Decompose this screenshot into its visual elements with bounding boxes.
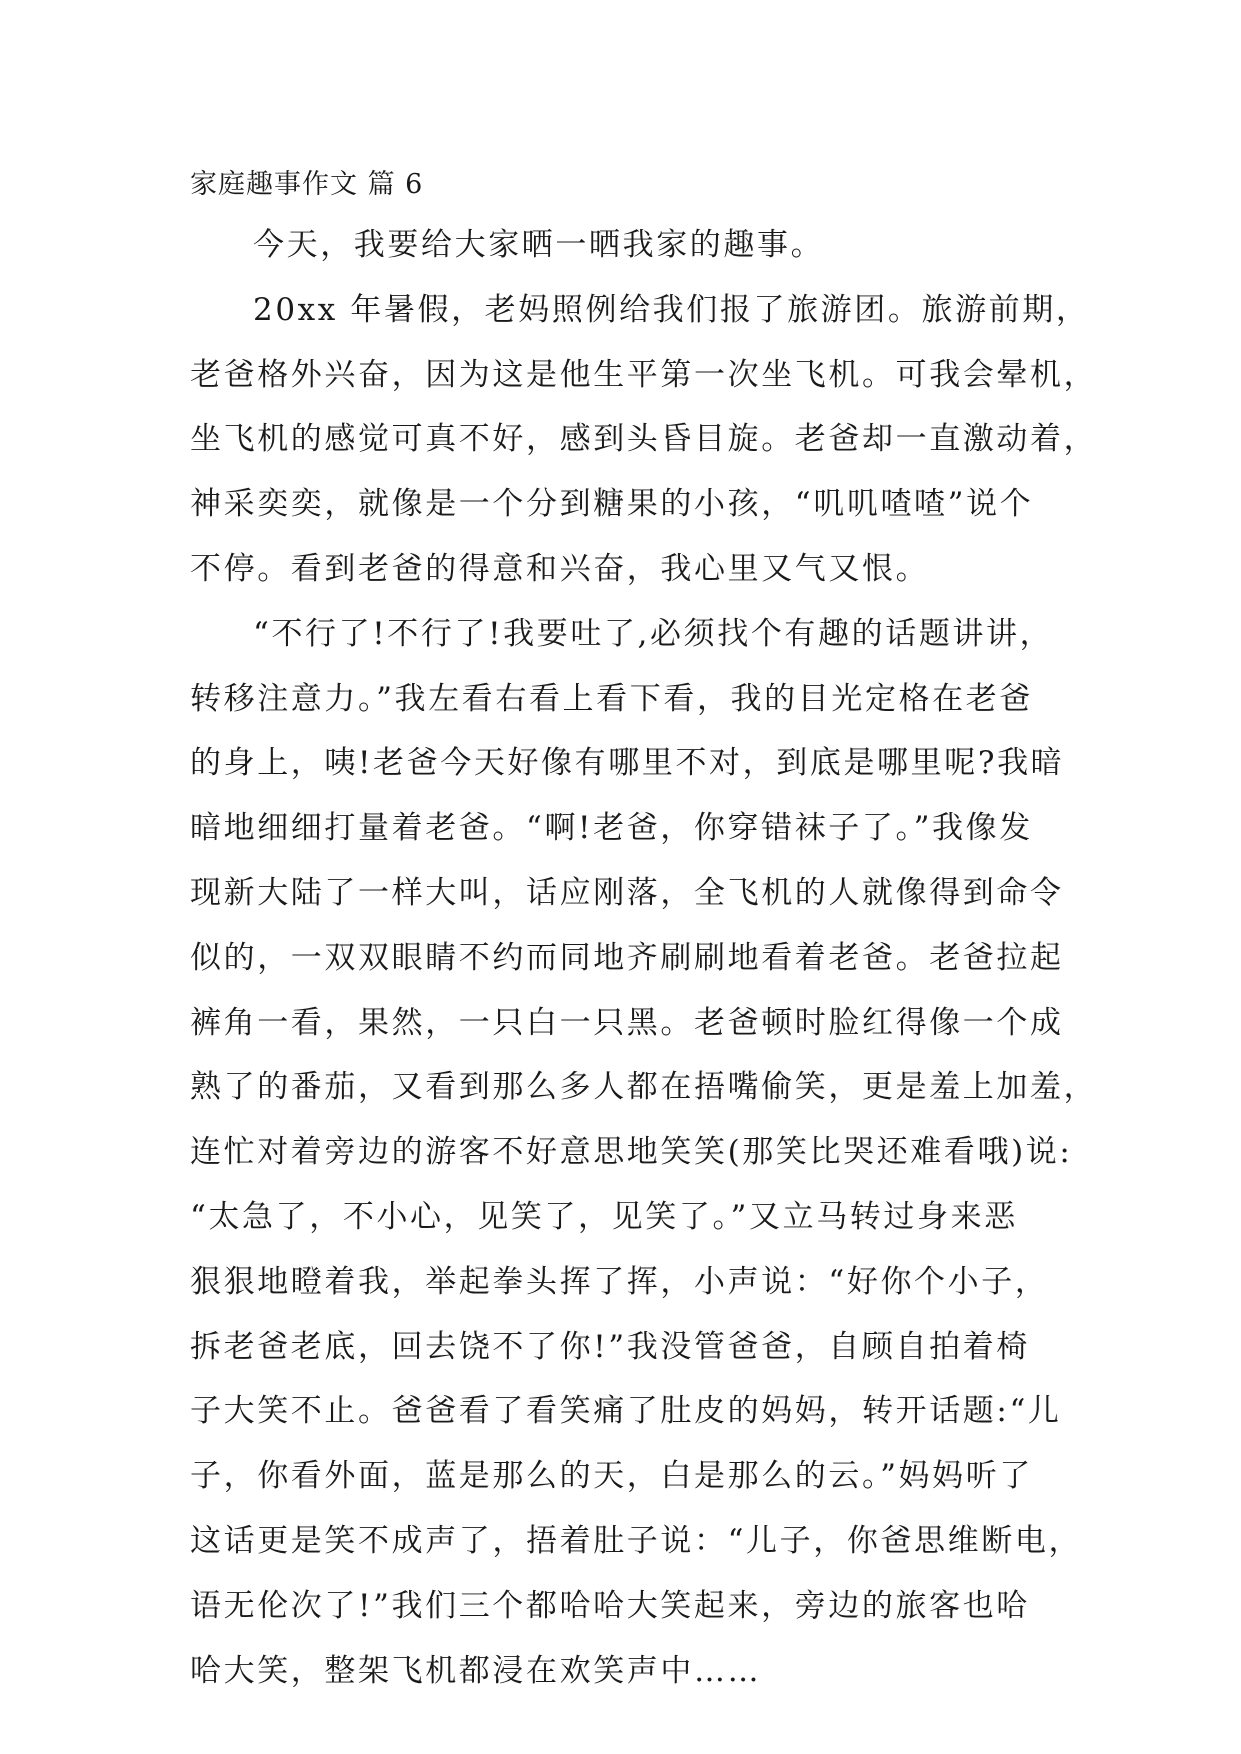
text-line: 子，你看外面，蓝是那么的天，白是那么的云。”妈妈听了 (190, 1458, 1033, 1495)
text-line: 不停。看到老爸的得意和兴奋，我心里又气又恨。 (190, 550, 930, 587)
text-line: 老爸格外兴奋，因为这是他生平第一次坐飞机。可我会晕机， (190, 356, 1098, 393)
text-line: 今天，我要给大家晒一晒我家的趣事。 (253, 227, 825, 263)
text-line: 拆老爸老底，回去饶不了你!”我没管爸爸，自顾自拍着椅 (190, 1328, 1030, 1365)
text-line: 神采奕奕，就像是一个分到糖果的小孩，“叽叽喳喳”说个 (190, 486, 1034, 523)
text-line: 哈大笑，整架飞机都浸在欢笑声中…… (190, 1652, 762, 1689)
text-line: 裤角一看，果然，一只白一只黑。老爸顿时脸红得像一个成 (190, 1004, 1064, 1041)
text-line: 的身上，咦!老爸今天好像有哪里不对，到底是哪里呢?我暗 (190, 745, 1065, 782)
text-line: 熟了的番茄，又看到那么多人都在捂嘴偷笑，更是羞上加羞， (190, 1069, 1098, 1106)
text-line: 语无伦次了!”我们三个都哈哈大笑起来，旁边的旅客也哈 (190, 1587, 1030, 1624)
text-line: 暗地细细打量着老爸。“啊!老爸，你穿错袜子了。”我像发 (190, 810, 1033, 847)
text-line: 似的，一双双眼睛不约而同地齐刷刷地看着老爸。老爸拉起 (190, 939, 1064, 976)
text-line: 狠狠地瞪着我，举起拳头挥了挥，小声说：“好你个小子， (190, 1263, 1049, 1300)
text-line: “不行了!不行了!我要吐了,必须找个有趣的话题讲讲， (253, 615, 1054, 652)
text-line: 20xx 年暑假，老妈照例给我们报了旅游团。旅游前期， (253, 291, 1090, 328)
essay-title: 家庭趣事作文 篇 6 (190, 169, 424, 200)
text-line: 现新大陆了一样大叫，话应刚落，全飞机的人就像得到命令 (190, 874, 1064, 911)
text-line: 坐飞机的感觉可真不好，感到头昏目旋。老爸却一直激动着， (190, 421, 1098, 458)
text-line: 子大笑不止。爸爸看了看笑痛了肚皮的妈妈，转开话题:“儿 (190, 1393, 1062, 1430)
essay-body (190, 224, 1098, 1714)
text-line: “太急了，不小心，见笑了，见笑了。”又立马转过身来恶 (190, 1198, 1018, 1235)
text-line: 连忙对着旁边的游客不好意思地笑笑(那笑比哭还难看哦)说: (190, 1134, 1073, 1171)
text-line: 这话更是笑不成声了，捂着肚子说：“儿子，你爸思维断电， (190, 1522, 1083, 1559)
text-line: 转移注意力。”我左看右看上看下看，我的目光定格在老爸 (190, 680, 1033, 717)
